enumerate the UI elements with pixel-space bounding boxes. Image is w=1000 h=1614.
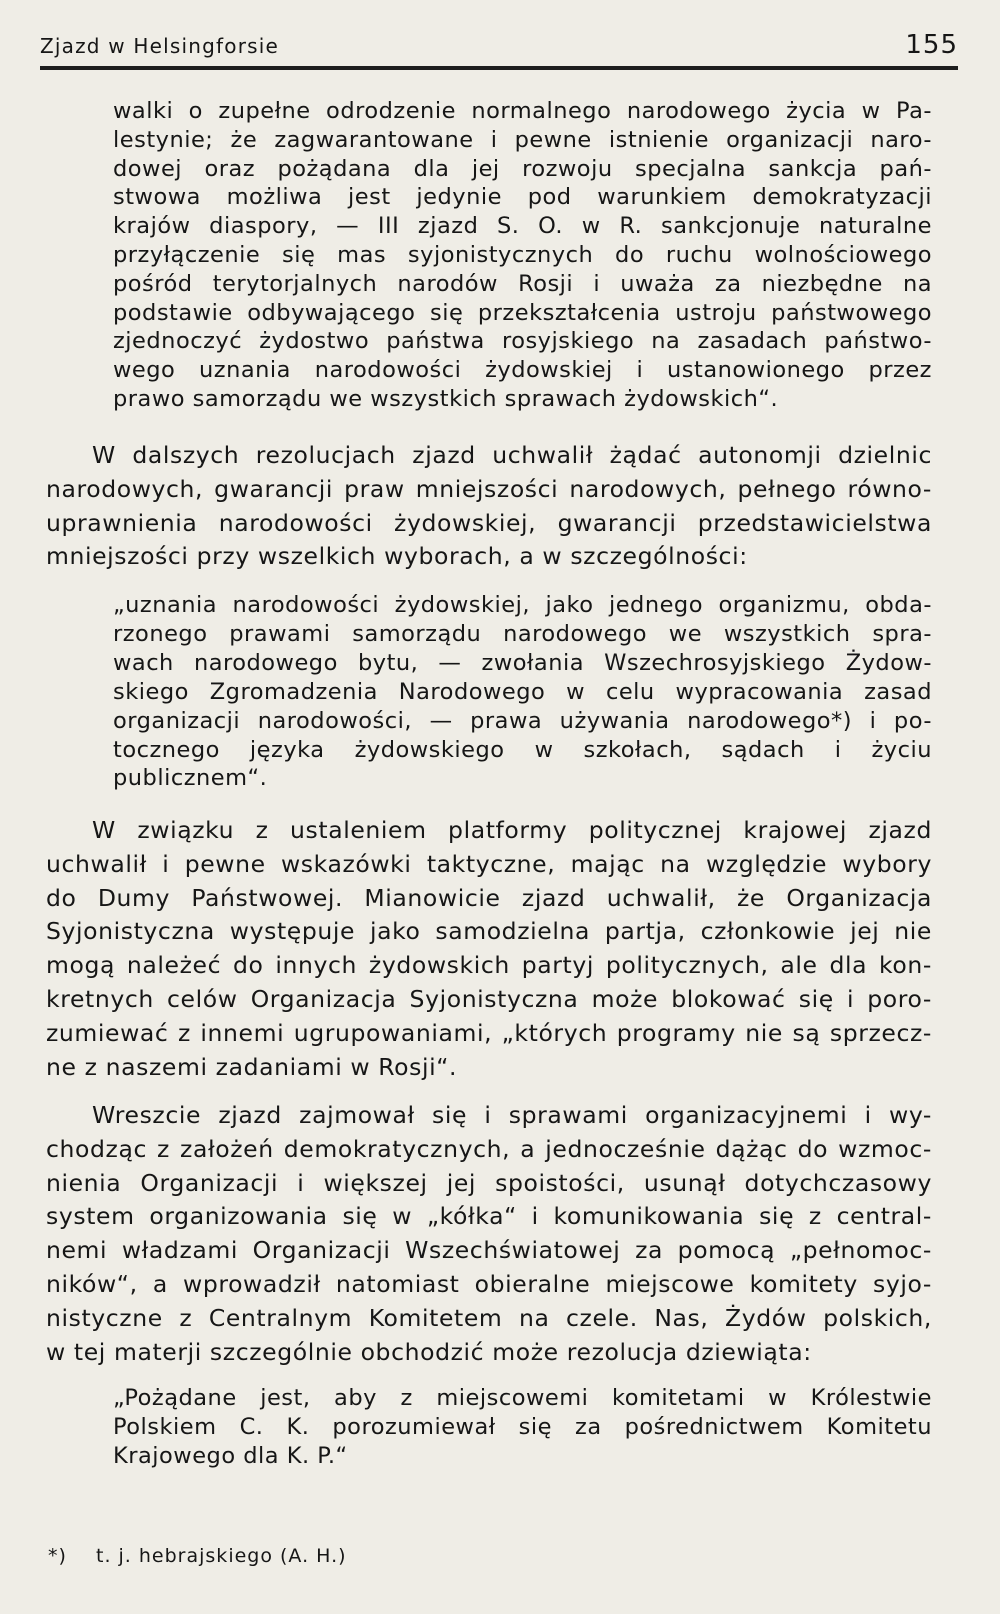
- text-line: wego uznania narodowości żydowskiej i ustanowionego przez: [113, 357, 932, 384]
- text-line: Krajowego dla K. P.“: [113, 1442, 348, 1469]
- text-line: mniejszości przy wszelkich wyborach, a w szczególności:: [46, 542, 748, 571]
- running-title: Zjazd w Helsingforsie: [40, 34, 280, 58]
- text-line: W związku z ustaleniem platformy politycznej krajowej zjazd: [92, 816, 932, 844]
- text-line: kretnych celów Organizacja Syjonistyczna może blokować się i poro-: [46, 985, 932, 1013]
- page-number: 155: [905, 30, 958, 60]
- text-line: „Pożądane jest, aby z miejscowemi komitetami w Królestwie: [113, 1385, 932, 1411]
- text-line: ników“, a wprowadził natomiast obieralne miejscowe komitety syjo-: [46, 1270, 932, 1298]
- text-line: W dalszych rezolucjach zjazd uchwalił żądać autonomji dzielnic: [92, 441, 932, 469]
- text-line: Wreszcie zjazd zajmował się i sprawami organizacyjnemi i wy-: [92, 1101, 932, 1129]
- footnote: [48, 1543, 508, 1569]
- text-line: pośród terytorjalnych narodów Rosji i uważa za niezbędne na: [113, 270, 932, 297]
- text-line: lestynie; że zagwarantowane i pewne istnienie organizacji naro-: [113, 126, 932, 153]
- text-line: system organizowania się w „kółka“ i komunikowania się z central-: [46, 1202, 932, 1231]
- text-line: wach narodowego bytu, — zwołania Wszechrosyjskiego Żydow-: [113, 649, 932, 676]
- text-line: nemi władzami Organizacji Wszechświatowej za pomocą „pełnomoc-: [46, 1236, 932, 1265]
- text-line: w tej materji szczególnie obchodzić może rezolucja dziewiąta:: [46, 1337, 812, 1366]
- text-line: krajów diaspory, — III zjazd S. O. w R. sankcjonuje naturalne: [113, 213, 932, 240]
- text-line: nienia Organizacji i większej jej spoistości, usunął dotychczasowy: [46, 1168, 932, 1197]
- text-line: tocznego języka żydowskiego w szkołach, sądach i życiu: [113, 736, 932, 763]
- text-line: dowej oraz pożądana dla jej rozwoju specjalna sankcja pań-: [113, 155, 932, 182]
- text-line: podstawie odbywającego się przekształcenia ustroju państwowego: [113, 299, 932, 326]
- text-line: zumiewać z innemi ugrupowaniami, „których programy nie są sprzecz-: [46, 1018, 932, 1047]
- text-line: narodowych, gwarancji praw mniejszości narodowych, pełnego równo-: [46, 474, 932, 503]
- text-line: mogą należeć do innych żydowskich partyj politycznych, ale dla kon-: [46, 951, 932, 980]
- text-line: uchwalił i pewne wskazówki taktyczne, mając na względzie wybory: [46, 849, 932, 878]
- text-line: walki o zupełne odrodzenie normalnego narodowego życia w Pa-: [113, 98, 932, 124]
- text-line: Polskiem C. K. porozumiewał się za pośrednictwem Komitetu: [113, 1413, 932, 1440]
- text-line: Syjonistyczna występuje jako samodzielna partja, członkowie jej nie: [46, 917, 932, 946]
- footnote-mark: *): [48, 1545, 67, 1567]
- text-line: chodząc z założeń demokratycznych, a jednocześnie dążąc do wzmoc-: [46, 1134, 932, 1163]
- text-line: do Dumy Państwowej. Mianowicie zjazd uchwalił, że Organizacja: [46, 883, 932, 912]
- text-line: organizacji narodowości, — prawa używania narodowego*) i po-: [113, 707, 932, 734]
- text-line: przyłączenie się mas syjonistycznych do ruchu wolnościowego: [113, 242, 932, 268]
- footnote-text: t. j. hebrajskiego (A. H.): [96, 1545, 347, 1567]
- text-line: uprawnienia narodowości żydowskiej, gwarancji przedstawicielstwa: [46, 508, 932, 537]
- text-line: prawo samorządu we wszystkich sprawach żydowskich“.: [113, 386, 779, 412]
- text-line: rzonego prawami samorządu narodowego we wszystkich spra-: [113, 620, 932, 647]
- header-rule: [40, 66, 958, 70]
- text-line: zjednoczyć żydostwo państwa rosyjskiego na zasadach państwo-: [113, 328, 932, 355]
- text-line: skiego Zgromadzenia Narodowego w celu wypracowania zasad: [113, 678, 932, 705]
- page-header: [40, 28, 958, 62]
- text-line: nistyczne z Centralnym Komitetem na czele. Nas, Żydów polskich,: [46, 1303, 932, 1332]
- text-line: stwowa możliwa jest jedynie pod warunkiem demokratyzacji: [113, 184, 932, 211]
- text-line: publicznem“.: [113, 765, 268, 792]
- text-line: ne z naszemi zadaniami w Rosji“.: [46, 1052, 458, 1081]
- text-line: „uznania narodowości żydowskiej, jako jednego organizmu, obda-: [113, 592, 932, 618]
